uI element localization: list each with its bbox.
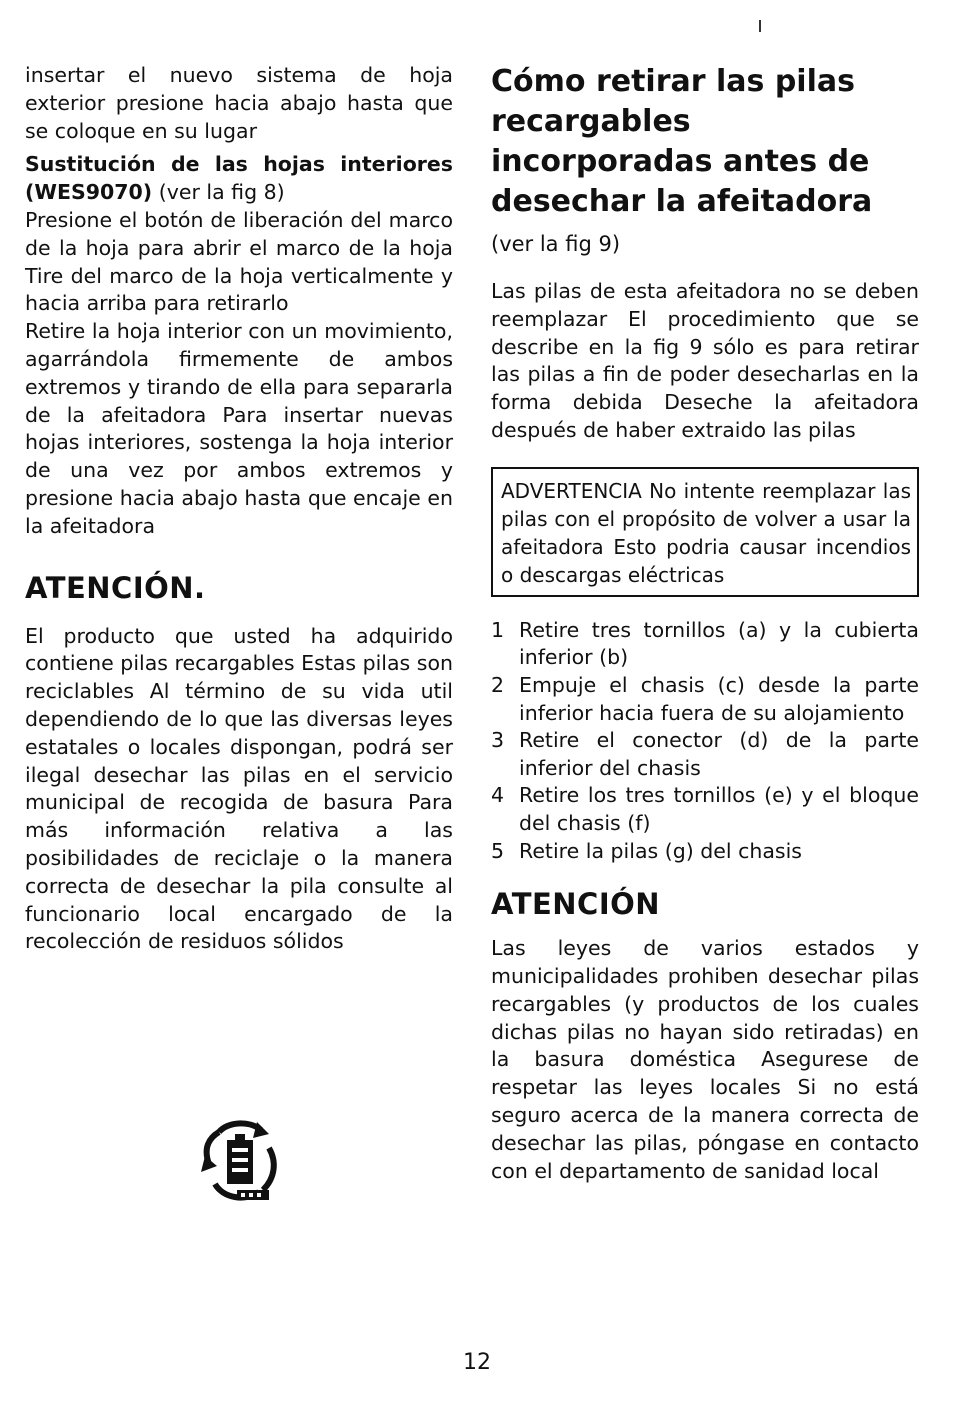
warning-text: ADVERTENCIA No intente reemplazar las pilas con el propósito de volver a usar la afeitadora Esto podria causar incendios o descargas eléctricas <box>501 478 911 587</box>
step-text: Empuje el chasis (c) desde la parte inferior hacia fuera de su alojamiento <box>519 672 919 725</box>
subsection-figure-ref: (ver la fig 8) <box>152 180 285 205</box>
step-number: 5 <box>491 838 505 863</box>
subsection-title: Sustitución de las hojas interiores (WES9070) <box>25 152 453 205</box>
step-item <box>491 782 919 837</box>
atencion-text-right: Las leyes de varios estados y municipalidades prohiben desechar pilas recargables (y productos de los cuales dichas pilas no hayan sido retiradas) en la basura doméstica Asegurese de respetar las leyes locales Si no está seguro acerca de la manera correcta de desechar las pilas, póngase en contacto con el departamento de sanidad local <box>491 936 919 1183</box>
atencion-heading-left: ATENCIÓN. <box>25 570 206 605</box>
step-item <box>491 727 919 782</box>
inner-blades-subsection <box>25 151 453 207</box>
inner-blades-paragraph-1: Presione el botón de liberación del marco de la hoja para abrir el marco de la hoja Tire del marco de la hoja verticalmente y hacia arriba para retirarlo <box>25 207 453 316</box>
section-intro: Las pilas de esta afeitadora no se deben reemplazar El procedimiento que se describe en la fig 9 sólo es para retirar las pilas a fin de poder desecharlas en la forma debida Deseche la afeitadora después de haber extraido las pilas <box>491 279 919 442</box>
section-heading-text: Cómo retirar las pilas recargables incorporadas antes de desechar la afeitadora <box>491 64 873 219</box>
removal-steps-list <box>491 617 919 865</box>
continuation-paragraph: insertar el nuevo sistema de hoja exterior presione hacia abajo hasta que se coloque en su lugar <box>25 63 453 143</box>
right-column <box>491 62 919 1185</box>
left-column <box>25 62 453 956</box>
step-text: Retire tres tornillos (a) y la cubierta inferior (b) <box>519 617 919 670</box>
section-heading-figure-ref: (ver la fig 9) <box>491 232 621 256</box>
step-item <box>491 672 919 727</box>
inner-blades-paragraph-2: Retire la hoja interior con un movimiento, agarrándola firmemente de ambos extremos y tirando de ella para separarla de la afeitadora Para insertar nuevas hojas interiores, sostenga la hoja interior de una vez por ambos extremos y presione hacia abajo hasta que encaje en la afeitadora <box>25 319 453 538</box>
step-number: 3 <box>491 728 505 753</box>
page-number: 12 <box>463 1350 491 1375</box>
step-item <box>491 838 919 866</box>
step-number: 1 <box>491 617 505 642</box>
section-heading <box>491 62 919 264</box>
step-text: Retire la pilas (g) del chasis <box>519 838 802 863</box>
atencion-heading-right: ATENCIÓN <box>491 887 661 922</box>
warning-box <box>491 467 919 597</box>
battery-recycling-icon <box>197 1118 281 1206</box>
step-number: 2 <box>491 672 505 697</box>
step-number: 4 <box>491 783 505 808</box>
step-item <box>491 617 919 672</box>
corner-mark <box>759 20 761 32</box>
step-text: Retire los tres tornillos (e) y el bloque del chasis (f) <box>519 783 919 835</box>
step-text: Retire el conector (d) de la parte inferior del chasis <box>519 728 919 780</box>
atencion-text-left: El producto que usted ha adquirido contiene pilas recargables Estas pilas son reciclables Al término de su vida util dependiendo de lo que las diversas leyes estatales o locales dispongan, podrá ser ilegal desechar las pilas en el servicio municipal de recogida de basura Para más información relativa a las posibilidades de reciclaje o la manera correcta de desechar la pila consulte al funcionario local encargado de la recolección de residuos sólidos <box>25 623 453 954</box>
